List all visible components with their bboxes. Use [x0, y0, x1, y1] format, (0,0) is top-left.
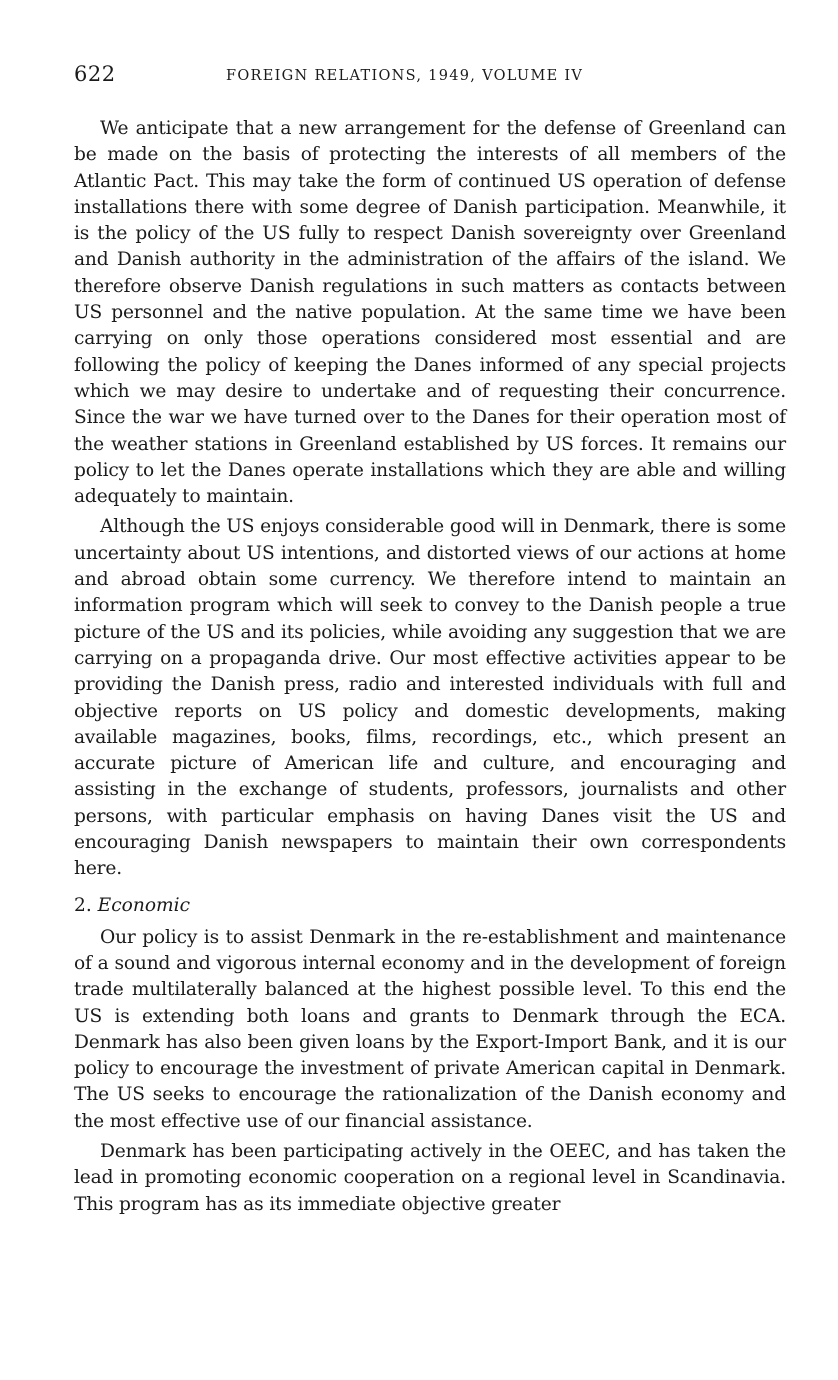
section-heading — [74, 893, 786, 919]
document-body — [74, 116, 786, 1218]
document-page — [74, 62, 786, 1218]
paragraph-oeec: Denmark has been participating actively in the OEEC, and has taken the lead in promoting economic cooperation on a regional level in Scandinavia. This program has as its immediate objective greater — [74, 1140, 786, 1215]
paragraph-economic-policy: Our policy is to assist Denmark in the re-establishment and maintenance of a sound and vigorous internal economy and in the development of foreign trade multilaterally balanced at the highest possible level. To this end the US is extending both loans and grants to Denmark through the ECA. Denmark has also been given loans by the Export-Import Bank, and it is our policy to encourage the investment of private American capital in Denmark. The US seeks to encourage the rationalization of the Danish economy and the most effective use of our financial assistance. — [74, 926, 786, 1132]
section-title: Economic — [97, 894, 191, 916]
section-number: 2. — [74, 894, 92, 916]
running-head — [74, 62, 786, 98]
paragraph-greenland-defense: We anticipate that a new arrangement for the defense of Greenland can be made on the basis of protecting the interests of all members of the Atlantic Pact. This may take the form of continued US operation of defense installations there with some degree of Danish participation. Meanwhile, it is the policy of the US fully to respect Danish sovereignty over Greenland and Danish authority in the administration of the affairs of the island. We therefore observe Danish regulations in such matters as contacts between US personnel and the native population. At the same time we have been carrying on only those operations considered most essential and are following the policy of keeping the Danes informed of any special projects which we may desire to undertake and of requesting their concurrence. Since the war we have turned over to the Danes for their operation most of the weather stations in Greenland established by US forces. It remains our policy to let the Danes operate installations which they are able and willing adequately to maintain. — [74, 118, 786, 508]
page-number: 622 — [74, 62, 116, 86]
paragraph-information-program: Although the US enjoys considerable good will in Denmark, there is some uncertainty about US intentions, and distorted views of our actions at home and abroad obtain some currency. We therefore intend to maintain an information program which will seek to convey to the Danish people a true picture of the US and its policies, while avoiding any suggestion that we are carrying on a propaganda drive. Our most effective activities appear to be providing the Danish press, radio and interested individuals with full and objective reports on US policy and domestic developments, making available magazines, books, films, recordings, etc., which present an accurate picture of American life and culture, and encouraging and assisting in the exchange of students, professors, journalists and other persons, with particular emphasis on having Danes visit the US and encouraging Danish newspapers to maintain their own correspondents here. — [74, 516, 786, 880]
running-head-title: FOREIGN RELATIONS, 1949, VOLUME IV — [226, 68, 584, 84]
